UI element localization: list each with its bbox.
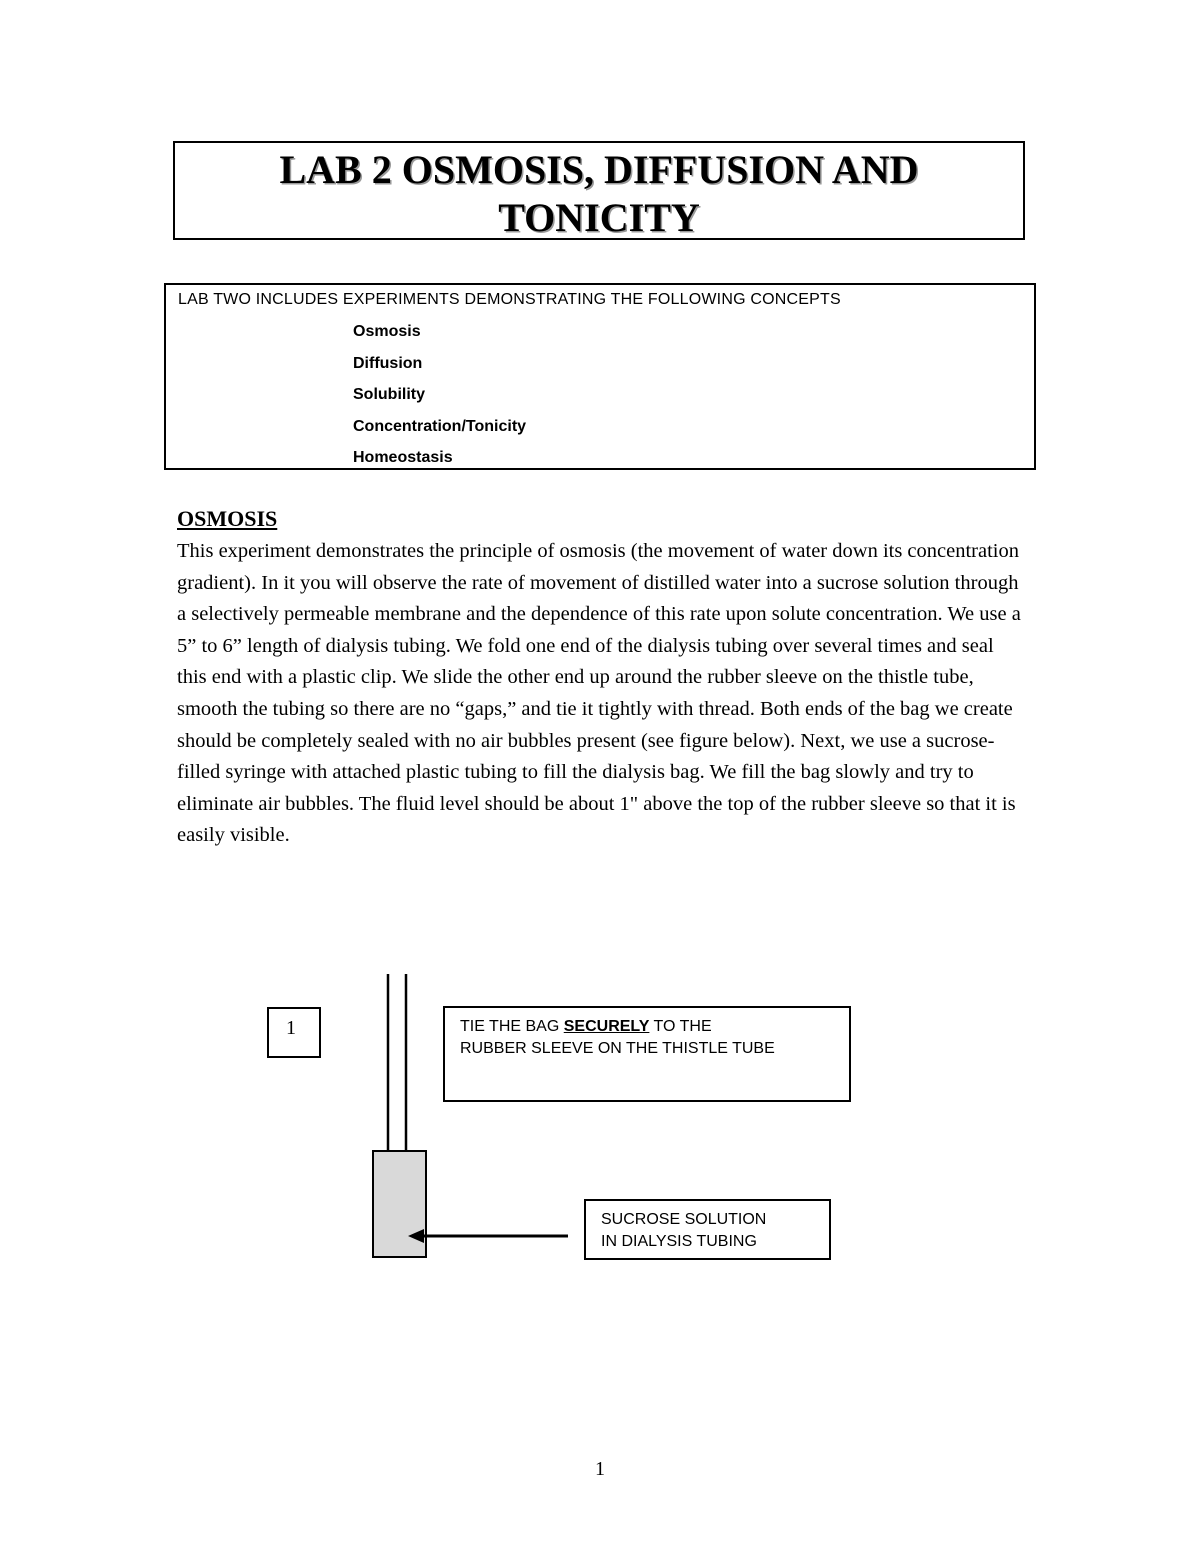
sucrose-solution-note-box <box>584 1199 831 1260</box>
concept-item-solubility: Solubility <box>353 386 425 403</box>
concepts-heading: LAB TWO INCLUDES EXPERIMENTS DEMONSTRATING THE FOLLOWING CONCEPTS <box>178 291 841 308</box>
tie-bag-note-box <box>443 1006 851 1102</box>
concept-item-concentration-tonicity: Concentration/Tonicity <box>353 417 527 435</box>
arrow-head <box>408 1229 424 1243</box>
lab-title-line-2: TONICITY <box>498 195 700 240</box>
page-number: 1 <box>595 1458 605 1480</box>
tie-bag-note-suffix: TO THE <box>649 1018 712 1035</box>
concept-item-diffusion: Diffusion <box>353 354 423 372</box>
concepts-box <box>164 283 1036 470</box>
concept-item-homeostasis: Homeostasis <box>353 449 453 466</box>
step-number: 1 <box>286 1017 296 1039</box>
osmosis-heading: OSMOSIS <box>177 506 278 531</box>
step-number-box <box>267 1007 321 1058</box>
concepts-list <box>353 321 526 479</box>
tie-bag-note-line-2: RUBBER SLEEVE ON THE THISTLE TUBE <box>460 1040 775 1057</box>
lab-title-box <box>173 141 1025 240</box>
dialysis-bag <box>373 1151 426 1257</box>
sucrose-note-line-2: IN DIALYSIS TUBING <box>601 1233 757 1250</box>
osmosis-paragraph: This experiment demonstrates the principle of osmosis (the movement of water down its concentration gradient). In it you will observe the rate of movement of distilled water into a sucrose solution through a selectively permeable membrane and the dependence of this rate upon solute concentration. We use a 5” to 6” length of dialysis tubing. We fold one end of the dialysis tubing over several times and seal this end with a plastic clip. We slide the other end up around the rubber sleeve on the thistle tube, smooth the tubing so there are no “gaps,” and tie it tightly with thread. Both ends of the bag we create should be completely sealed with no air bubbles present (see figure below). Next, we use a sucrose-filled syringe with attached plastic tubing to fill the dialysis bag. We fill the bag slowly and try to eliminate air bubbles. The fluid level should be about 1" above the top of the rubber sleeve so that it is easily visible. <box>177 540 1021 847</box>
lab-title-line-1: LAB 2 OSMOSIS, DIFFUSION AND <box>279 147 919 192</box>
tie-bag-note-emphasis: SECURELY <box>563 1018 650 1035</box>
tie-bag-note-prefix: TIE THE BAG <box>460 1018 564 1035</box>
concept-item-osmosis: Osmosis <box>353 323 421 340</box>
sucrose-note-line-1: SUCROSE SOLUTION <box>601 1211 767 1228</box>
tie-bag-note-line-1 <box>460 1016 849 1038</box>
